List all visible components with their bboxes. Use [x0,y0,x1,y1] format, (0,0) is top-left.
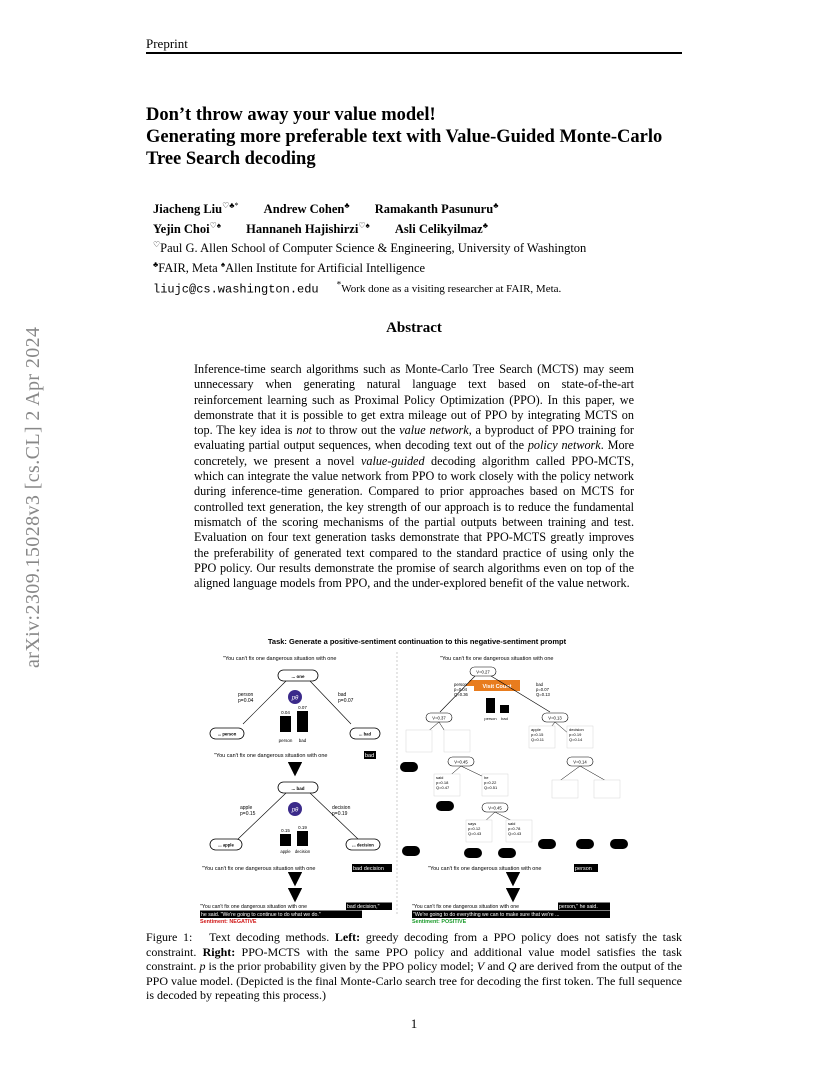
left-bad-p: p=0.07 [338,698,354,704]
left-person-label: person [238,692,254,698]
svg-text:he said. "We're going to conti: he said. "We're going to continue to do what we do." [201,912,321,918]
svg-text:said: said [436,775,444,780]
left-bar-bad [297,711,308,732]
svg-text:Q=0.13: Q=0.13 [536,692,550,697]
author-marks: ♣ [482,220,488,230]
svg-text:0.15: 0.15 [281,828,290,833]
left-bar-decision [297,831,308,846]
left-sentence-1: "You can't fix one dangerous situation with one [214,753,328,759]
title-line-2: Generating more preferable text with Value-Guided Monte-Carlo [146,127,663,147]
svg-text:he: he [484,775,489,780]
svg-text:p=0.19: p=0.19 [569,732,582,737]
svg-text:V=0.37: V=0.37 [432,715,446,721]
svg-text:Q=0.43: Q=0.43 [468,831,482,836]
svg-text:V=0.14: V=0.14 [573,759,587,765]
author-name: Ramakanth Pasunuru [374,202,494,217]
svg-text:p=0.18: p=0.18 [436,780,449,785]
svg-text:bad: bad [365,753,375,759]
svg-text:p=0.12: p=0.12 [468,826,481,831]
arxiv-sidebar [22,290,52,670]
svg-text:person: person [484,716,497,721]
figure-1 [198,634,636,924]
author-marks: ♣ [344,201,350,210]
left-bar-person [280,716,291,732]
left-decision-p: p=0.19 [332,811,348,817]
svg-text:bad decision,": bad decision," [347,904,380,910]
figure-caption: Figure 1: Text decoding methods. Left: greedy decoding from a PPO policy does not satisfy the task constraint. Right: PPO-MCTS with the same PPO policy and additional value model satisfies the task constraint. p is the prior probability given by the PPO policy model; V and Q are derived from the output of the PPO value model. (Depicted is the final Monte-Carlo search tree for decoding the first token. The full sequence is decoded by repeating this process.) [146,930,683,1002]
svg-text:Q=0.14: Q=0.14 [569,737,583,742]
left-bar-apple [280,834,291,846]
svg-text:pθ: pθ [291,807,299,814]
svg-text:p=0.04: p=0.04 [454,687,467,692]
left-root-label: ... one [291,674,305,679]
right-final-text: "You can't fix one dangerous situation with one [412,904,520,910]
svg-text:V=0.13: V=0.13 [548,715,562,721]
author-block [153,198,673,298]
author-marks: ♡♣* [222,201,239,210]
left-decision-label: decision [332,805,351,811]
svg-text:apple: apple [280,849,291,854]
left-policy-symbol: pθ [291,695,299,702]
affiliation-1: ♡Paul G. Allen School of Computer Science & Engineering, University of Washington [153,240,587,256]
running-header: Preprint [146,36,188,51]
right-sentiment: Sentiment: POSITIVE [412,919,467,924]
left-bar-person-value: 0.04 [281,710,290,715]
author-name: Yejin Choi [153,221,210,236]
left-final-text: "You can't fix one dangerous situation with one [200,904,308,910]
left-bar-bad-label: bad [298,738,307,743]
author-marks: ♡♠ [209,220,222,230]
author-name: Andrew Cohen [263,202,345,217]
right-sentence-1: "You can't fix one dangerous situation with one [428,866,542,872]
abstract-body: Inference-time search algorithms such as Monte-Carlo Tree Search (MCTS) may seem unnecessary when generating natural language text based on state-of-the-art reinforcement learning such as Proximal Policy Optimization (PPO). In this paper, we demonstrate that it is possible to get extra mileage out of PPO by integrating MCTS on top. The key idea is not to throw out the value network, a byproduct of PPO training for evaluating partial output sequences, when decoding text out of the policy network. More concretely, we present a novel value-guided decoding algorithm called PPO-MCTS, which can integrate the value network from PPO to work closely with the policy network during inference-time generation. Compared to prior approaches based on MCTS for controlled text generation, the key strength of our approach is to reduce the fundamental mismatch of the scoring mechanisms of the partial outputs between training and test. Evaluation on four text generation tasks demonstrate that PPO-MCTS greatly improves the preferability of generated text compared to the standard practice of using only the PPO policy. Our results demonstrate the promise of search algorithms even on top of the aligned language models from PPO, and the under-explored benefit of the value network. [194,362,635,591]
left-apple-label: apple [240,805,253,811]
right-prompt: "You can't fix one dangerous situation with one [440,656,554,662]
svg-text:decision: decision [294,849,311,854]
footnote-text: Work done as a visiting researcher at FAIR, Meta. [341,283,562,296]
email-link[interactable]: liujc@cs.washington.edu [153,282,319,297]
svg-text:Q=0.43: Q=0.43 [508,831,522,836]
left-sentiment: Sentiment: NEGATIVE [200,919,257,924]
svg-text:... bad: ... bad [358,731,372,737]
svg-text:... person: ... person [217,731,237,737]
left-sentence-2: "You can't fix one dangerous situation with one [202,866,316,872]
svg-text:Q=0.47: Q=0.47 [436,785,450,790]
author-marks: ♣ [493,201,499,210]
svg-text:"We're going to do everything: "We're going to do everything we can to make sure that we're ... [413,912,560,918]
contact-line: liujc@cs.washington.edu *Work done as a visiting researcher at FAIR, Meta. [153,279,562,297]
right-bar-bad [500,705,509,713]
arxiv-id: arXiv:2309.15028v3 [cs.CL] 2 Apr 2024 [22,326,44,668]
svg-text:... decision: ... decision [352,842,374,848]
svg-text:person: person [454,682,467,687]
author-marks: ♡♠ [358,220,370,230]
svg-text:...: ... [510,887,516,893]
svg-text:bad: bad [501,716,508,721]
svg-text:apple: apple [531,727,541,732]
svg-text:... bad: ... bad [291,786,305,791]
svg-text:p=0.22: p=0.22 [484,780,497,785]
svg-text:bad decision: bad decision [353,866,384,872]
figure-task: Task: Generate a positive-sentiment continuation to this negative-sentiment prompt [267,637,567,646]
figure-diagram [198,634,636,924]
header-rule [146,52,682,54]
svg-text:person: person [575,866,592,872]
author-row-2 [153,218,673,238]
right-bar-person [486,698,495,713]
left-prompt: "You can't fix one dangerous situation with one [223,656,337,662]
svg-text:p=0.78: p=0.78 [508,826,521,831]
left-apple-p: p=0.15 [240,811,256,817]
svg-text:Q=0.36: Q=0.36 [454,692,468,697]
svg-text:says: says [468,821,477,826]
author-row-1 [153,198,673,218]
title-line-3: Tree Search decoding [146,149,316,169]
svg-text:Visit Count: Visit Count [482,684,512,690]
paper-title [146,104,706,170]
svg-text:Q=0.51: Q=0.51 [484,785,498,790]
abstract-heading: Abstract [386,320,442,336]
page-number: 1 [410,1016,418,1031]
left-bar-person-label: person [278,738,293,743]
svg-text:V=0.45: V=0.45 [488,805,502,811]
author-name: Hannaneh Hajishirzi [246,221,359,236]
svg-text:p=0.07: p=0.07 [536,687,549,692]
svg-text:person," he said.: person," he said. [559,904,598,910]
author-name: Asli Celikyilmaz [394,221,483,236]
left-bad-label: bad [338,692,347,698]
svg-text:said: said [508,821,516,826]
left-person-p: p=0.04 [238,698,254,704]
svg-text:decision: decision [569,727,584,732]
svg-text:bad: bad [536,682,543,687]
affiliation-2: ♣FAIR, Meta ♠Allen Institute for Artificial Intelligence [153,259,426,276]
author-name: Jiacheng Liu [153,202,223,217]
svg-text:p=0.15: p=0.15 [531,732,544,737]
left-bar-bad-value: 0.07 [298,705,307,710]
svg-text:Q=0.11: Q=0.11 [531,737,544,742]
svg-text:V=0.45: V=0.45 [454,759,468,765]
svg-text:0.19: 0.19 [298,825,307,830]
svg-text:V=0.27: V=0.27 [476,669,490,675]
svg-text:...: ... [292,887,298,893]
svg-text:... apple: ... apple [218,842,234,848]
title-line-1: Don’t throw away your value model! [146,105,436,125]
